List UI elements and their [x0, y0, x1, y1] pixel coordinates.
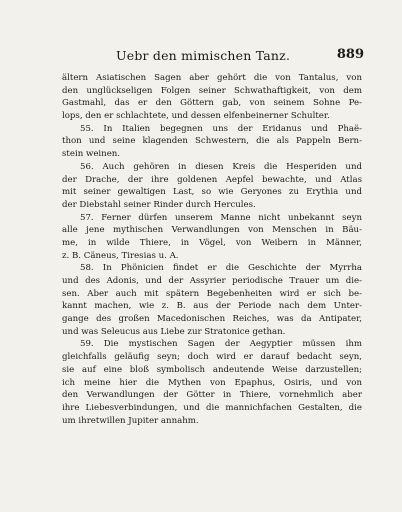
text-line: und was Seleucus aus Liebe zur Stratonice gethan.: [62, 326, 286, 337]
body-text: [62, 72, 362, 427]
text-line: um ihretwillen Jupiter annahm.: [62, 415, 199, 426]
text-line: ältern Asiatischen Sagen aber gehört die von Tantalus, von: [62, 73, 362, 83]
text-line: 55. In Italien begegnen uns der Eridanus und Phaë-: [80, 123, 362, 134]
text-line: lops, den er schlachtete, und dessen elfenbeinerner Schulter.: [62, 111, 330, 122]
text-line: gange des großen Macedonischen Reiches, was da Antipater,: [62, 314, 362, 325]
text-line: 58. In Phönicien findet er die Geschichte der Myrrha: [80, 263, 362, 274]
text-line: thon und seine klagenden Schwestern, die als Pappeln Bern-: [62, 136, 362, 147]
text-line: und des Adonis, und der Assyrier periodische Trauer um die-: [62, 276, 362, 286]
text-line: den unglückseligen Folgen seiner Schwathaftigkeit, von dem: [62, 85, 362, 96]
text-line: sen. Aber auch mit spätern Begebenheiten wird er sich be-: [62, 288, 362, 299]
text-line: 57. Ferner dürfen unserem Manne nicht unbekannt seyn: [80, 212, 362, 223]
text-line: der Drache, der ihre goldenen Aepfel bewachte, und Atlas: [62, 174, 362, 185]
page-number: 889: [336, 47, 364, 62]
text-line: mit seiner gewaltigen Last, so wie Geryones zu Erythia und: [62, 187, 362, 198]
text-line: alle jene mythischen Verwandlungen von Menschen in Bäu-: [62, 225, 362, 236]
text-line: den Verwandlungen der Götter in Thiere, vornehmlich aber: [62, 390, 362, 401]
text-line: der Diebstahl seiner Rinder durch Hercules.: [62, 199, 256, 210]
running-head: [60, 48, 364, 64]
text-line: kannt machen, wie z. B. aus der Periode nach dem Unter-: [62, 301, 362, 312]
running-title: Uebr den mimischen Tanz.: [116, 48, 291, 63]
text-line: 56. Auch gehören in diesen Kreis die Hesperiden und: [80, 161, 362, 172]
text-line: gleichfalls geläufig seyn; doch wird er darauf bedacht seyn,: [62, 352, 362, 363]
text-line: sie auf eine bloß symbolisch andeutende Weise darzustellen;: [62, 364, 362, 375]
text-line: me, in wilde Thiere, in Vögel, von Weibern in Männer,: [62, 237, 362, 248]
text-line: z. B. Cäneus, Tiresias u. A.: [62, 250, 179, 261]
text-line: 59. Die mystischen Sagen der Aegyptier müssen ihm: [80, 339, 362, 350]
text-line: ihre Liebesverbindungen, und die mannichfachen Gestalten, die: [62, 402, 362, 413]
text-line: Gastmahl, das er den Göttern gab, von seinem Sohne Pe-: [62, 98, 362, 109]
text-line: stein weinen.: [62, 149, 121, 160]
text-line: ich meine hier die Mythen von Epaphus, Osiris, und von: [62, 377, 362, 388]
